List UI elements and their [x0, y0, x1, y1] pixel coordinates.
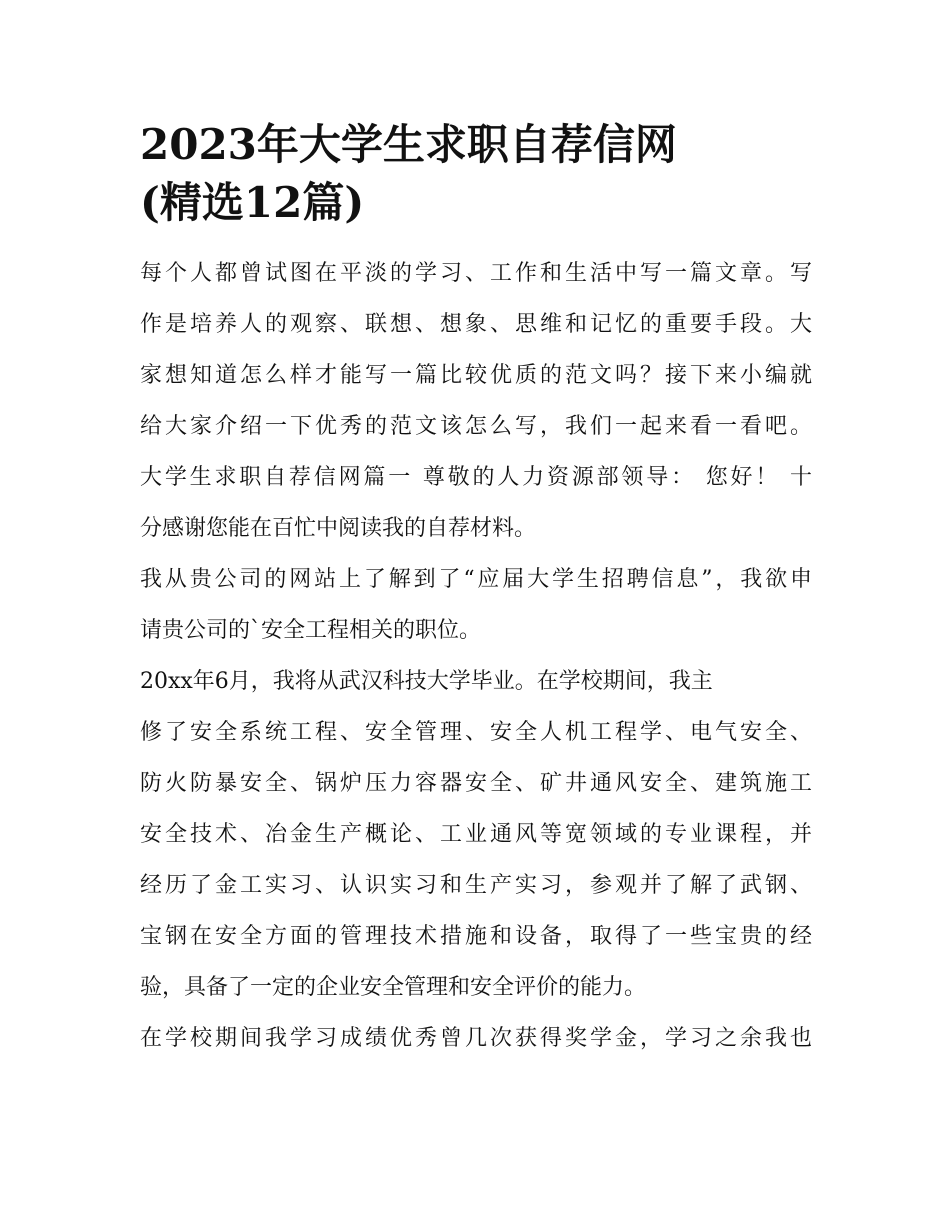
intro-paragraph — [140, 248, 812, 452]
text-line: 宝钢在安全方面的管理技术措施和设备，取得了一些宝贵的经 — [140, 924, 812, 949]
education-paragraph — [140, 656, 812, 1013]
document-body — [140, 116, 812, 1064]
text-line: 大学生求职自荐信网篇一 尊敬的人力资源部领导： 您好！ 十 — [140, 465, 812, 490]
text-line: 每个人都曾试图在平淡的学习、工作和生活中写一篇文章。写 — [140, 261, 812, 286]
text-line: 20xx年6月，我将从武汉科技大学毕业。在学校期间，我主 — [140, 669, 713, 694]
text-line: 经历了金工实习、认识实习和生产实习，参观并了解了武钢、 — [140, 873, 812, 898]
text-line: 防火防暴安全、锅炉压力容器安全、矿井通风安全、建筑施工 — [140, 771, 812, 796]
title-line: (精选12篇) — [140, 178, 365, 227]
text-line: 家想知道怎么样才能写一篇比较优质的范文吗？接下来小编就 — [140, 363, 812, 388]
title-line: 2023年大学生求职自荐信网 — [140, 120, 677, 169]
document-title — [140, 116, 812, 232]
text-line: 作是培养人的观察、联想、想象、思维和记忆的重要手段。大 — [140, 312, 812, 337]
achievement-paragraph — [140, 1013, 812, 1064]
text-line: 给大家介绍一下优秀的范文该怎么写，我们一起来看一看吧。 — [140, 414, 812, 439]
text-line: 修了安全系统工程、安全管理、安全人机工程学、电气安全、 — [140, 720, 812, 745]
text-line: 在学校期间我学习成绩优秀曾几次获得奖学金，学习之余我也 — [140, 1026, 812, 1051]
text-line: 请贵公司的`安全工程相关的职位。 — [140, 618, 482, 643]
text-line: 安全技术、冶金生产概论、工业通风等宽领域的专业课程，并 — [140, 822, 812, 847]
position-paragraph — [140, 554, 812, 656]
text-line: 分感谢您能在百忙中阅读我的自荐材料。 — [140, 516, 537, 541]
text-line: 我从贵公司的网站上了解到了“应届大学生招聘信息”，我欲申 — [140, 567, 812, 592]
greeting-paragraph — [140, 452, 812, 554]
text-line: 验，具备了一定的企业安全管理和安全评价的能力。 — [140, 975, 647, 1000]
